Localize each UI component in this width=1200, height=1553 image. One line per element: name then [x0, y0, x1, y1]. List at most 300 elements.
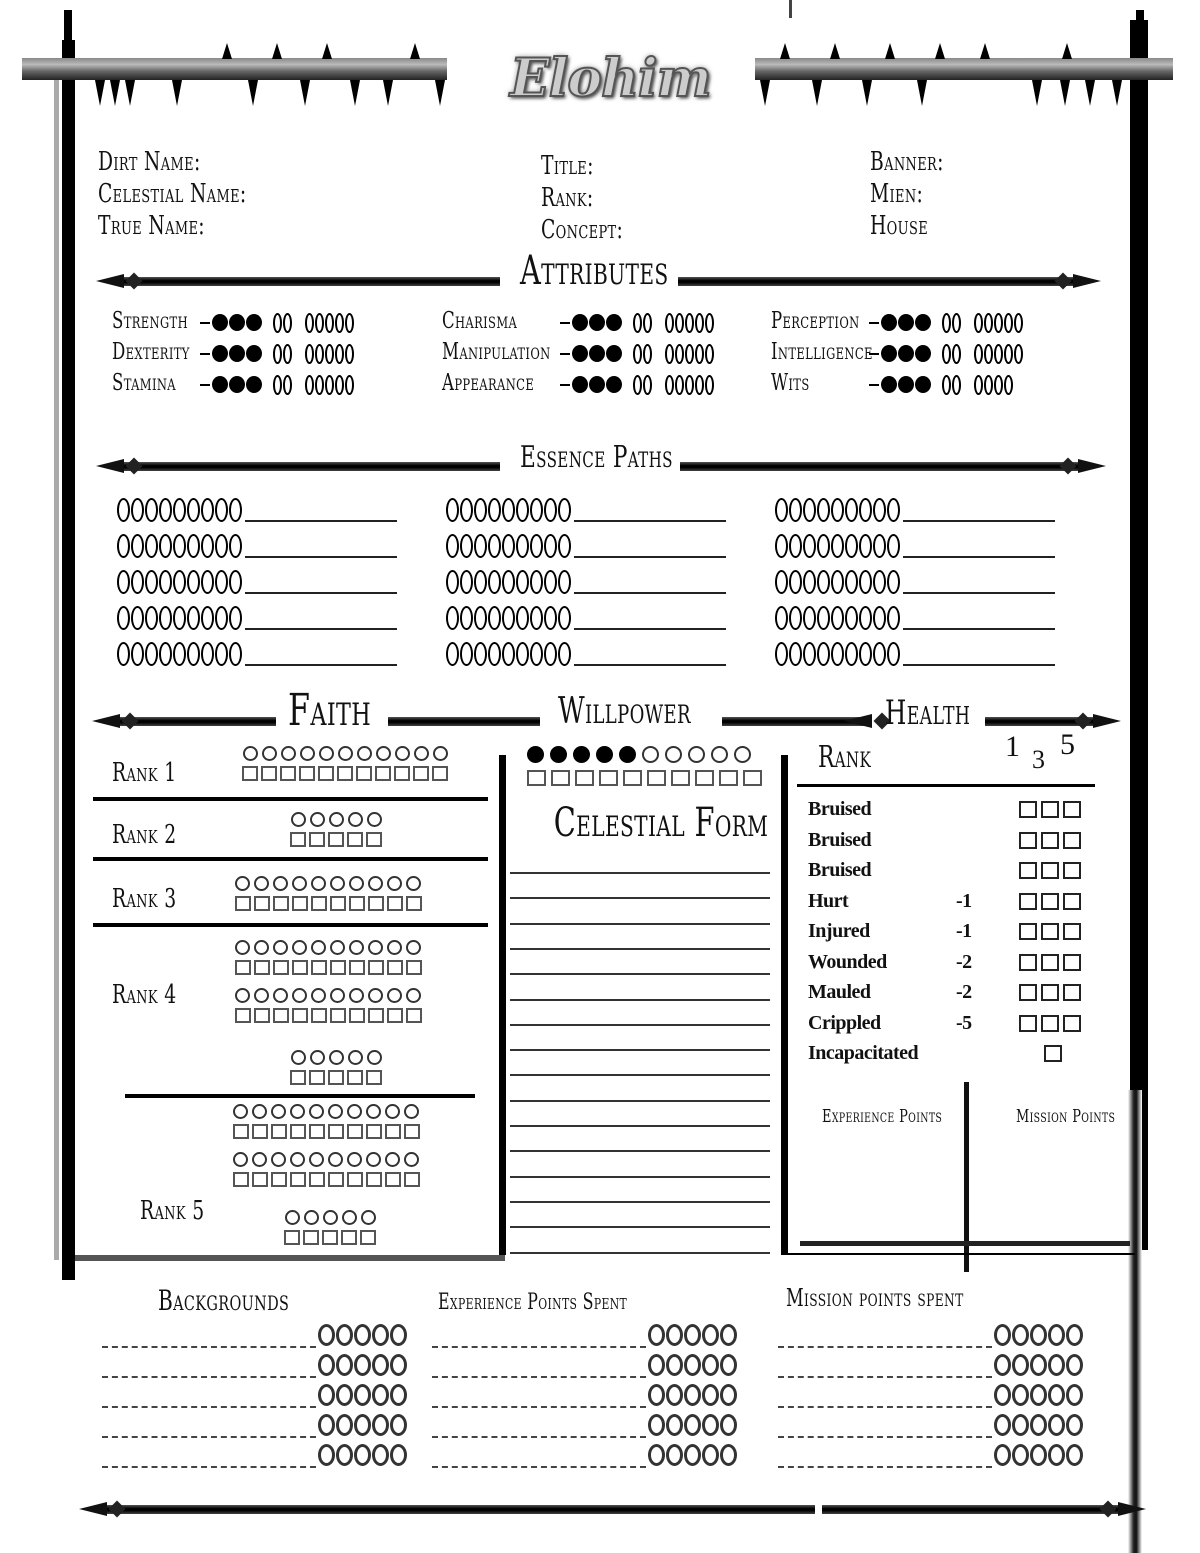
willpower-dot-empty-icon[interactable] [665, 746, 682, 763]
faith-box-icon[interactable] [347, 1172, 363, 1187]
header-field-input[interactable] [1020, 210, 1200, 242]
dot-empty-icon[interactable] [159, 606, 172, 630]
dot-empty-icon[interactable] [789, 606, 802, 630]
faith-dot-icon[interactable] [292, 940, 307, 955]
essence-dots[interactable] [775, 570, 901, 594]
dot-empty-icon[interactable] [544, 606, 557, 630]
dot-empty-icon[interactable] [675, 375, 684, 395]
dot-empty-icon[interactable] [705, 344, 714, 364]
faith-box-icon[interactable] [360, 1230, 376, 1245]
dot-empty-icon[interactable] [974, 375, 983, 395]
xp-spent-dots[interactable] [648, 1324, 738, 1346]
dot-empty-icon[interactable] [117, 534, 130, 558]
dot-empty-icon[interactable] [684, 1324, 701, 1346]
dot-empty-icon[interactable] [390, 1354, 407, 1376]
faith-box-icon[interactable] [318, 766, 334, 781]
dot-empty-icon[interactable] [643, 375, 652, 395]
faith-box-icon[interactable] [252, 1172, 268, 1187]
xp-spent-name-field[interactable] [432, 1382, 646, 1408]
dot-empty-icon[interactable] [720, 1324, 737, 1346]
dot-empty-icon[interactable] [446, 498, 459, 522]
faith-dot-icon[interactable] [395, 746, 410, 761]
dot-empty-icon[interactable] [666, 1444, 683, 1466]
faith-box-icon[interactable] [356, 766, 372, 781]
mission-spent-name-field[interactable] [778, 1382, 992, 1408]
attribute-dots[interactable] [200, 312, 355, 333]
faith-box-icon[interactable] [309, 832, 325, 847]
faith-dot-icon[interactable] [304, 1210, 319, 1225]
essence-path-name-field[interactable] [903, 606, 1055, 630]
faith-dot-icon[interactable] [342, 1210, 357, 1225]
faith-box-icon[interactable] [309, 1124, 325, 1139]
faith-box-icon[interactable] [406, 960, 422, 975]
faith-dot-icon[interactable] [387, 988, 402, 1003]
dot-empty-icon[interactable] [145, 534, 158, 558]
dot-empty-icon[interactable] [775, 642, 788, 666]
willpower-dot-empty-icon[interactable] [711, 746, 728, 763]
faith-box-icon[interactable] [290, 1070, 306, 1085]
dot-empty-icon[interactable] [789, 642, 802, 666]
dot-empty-icon[interactable] [994, 1354, 1011, 1376]
dot-empty-icon[interactable] [695, 313, 704, 333]
dot-empty-icon[interactable] [831, 642, 844, 666]
celestial-form-line[interactable] [510, 1074, 770, 1076]
dot-empty-icon[interactable] [817, 534, 830, 558]
dot-empty-icon[interactable] [1012, 1414, 1029, 1436]
dot-empty-icon[interactable] [952, 375, 961, 395]
faith-dot-icon[interactable] [414, 746, 429, 761]
dot-empty-icon[interactable] [187, 498, 200, 522]
willpower-dot-empty-icon[interactable] [642, 746, 659, 763]
background-name-field[interactable] [102, 1442, 316, 1468]
health-box-icon[interactable] [1063, 832, 1081, 849]
attribute-dots[interactable] [560, 312, 715, 333]
dot-empty-icon[interactable] [695, 375, 704, 395]
mission-field[interactable] [972, 1135, 1122, 1235]
health-box-icon[interactable] [1019, 801, 1037, 818]
dot-empty-icon[interactable] [648, 1414, 665, 1436]
celestial-form-line[interactable] [510, 973, 770, 975]
dot-empty-icon[interactable] [994, 375, 1003, 395]
faith-box-icon[interactable] [366, 1124, 382, 1139]
dot-empty-icon[interactable] [952, 313, 961, 333]
willpower-dot-filled-icon[interactable] [527, 746, 544, 763]
faith-dot-icon[interactable] [361, 1210, 376, 1225]
dot-empty-icon[interactable] [345, 313, 354, 333]
faith-box-icon[interactable] [292, 896, 308, 911]
dot-filled-icon[interactable] [881, 376, 897, 393]
header-field-input[interactable] [248, 178, 498, 210]
faith-box-icon[interactable] [290, 1172, 306, 1187]
dot-empty-icon[interactable] [873, 570, 886, 594]
faith-box-icon[interactable] [292, 1008, 308, 1023]
dot-empty-icon[interactable] [887, 642, 900, 666]
essence-path-name-field[interactable] [903, 498, 1055, 522]
dot-empty-icon[interactable] [1066, 1444, 1083, 1466]
dot-empty-icon[interactable] [502, 534, 515, 558]
dot-empty-icon[interactable] [845, 570, 858, 594]
dot-empty-icon[interactable] [273, 313, 282, 333]
faith-dot-icon[interactable] [330, 940, 345, 955]
dot-empty-icon[interactable] [845, 642, 858, 666]
dot-empty-icon[interactable] [318, 1414, 335, 1436]
dot-empty-icon[interactable] [159, 642, 172, 666]
essence-path-name-field[interactable] [574, 534, 726, 558]
dot-empty-icon[interactable] [1030, 1324, 1047, 1346]
essence-dots[interactable] [117, 534, 243, 558]
dot-empty-icon[interactable] [502, 498, 515, 522]
dot-empty-icon[interactable] [283, 344, 292, 364]
essence-path-name-field[interactable] [903, 642, 1055, 666]
dot-empty-icon[interactable] [173, 498, 186, 522]
faith-box-icon[interactable] [242, 766, 258, 781]
celestial-form-line[interactable] [510, 1252, 770, 1254]
dot-empty-icon[interactable] [702, 1384, 719, 1406]
dot-empty-icon[interactable] [187, 606, 200, 630]
dot-empty-icon[interactable] [994, 344, 1003, 364]
essence-dots[interactable] [775, 498, 901, 522]
dot-filled-icon[interactable] [246, 314, 262, 331]
dot-empty-icon[interactable] [558, 606, 571, 630]
dot-empty-icon[interactable] [201, 534, 214, 558]
dot-filled-icon[interactable] [606, 376, 622, 393]
xp-spent-name-field[interactable] [432, 1322, 646, 1348]
willpower-dot-empty-icon[interactable] [734, 746, 751, 763]
faith-dot-icon[interactable] [349, 876, 364, 891]
health-box-icon[interactable] [1019, 893, 1037, 910]
dot-empty-icon[interactable] [887, 534, 900, 558]
faith-box-icon[interactable] [347, 1070, 363, 1085]
dot-empty-icon[interactable] [705, 313, 714, 333]
dot-empty-icon[interactable] [488, 570, 501, 594]
mission-spent-name-field[interactable] [778, 1322, 992, 1348]
dot-empty-icon[interactable] [873, 642, 886, 666]
dot-empty-icon[interactable] [488, 606, 501, 630]
faith-box-icon[interactable] [261, 766, 277, 781]
faith-box-icon[interactable] [337, 766, 353, 781]
dot-empty-icon[interactable] [775, 570, 788, 594]
faith-dot-icon[interactable] [349, 940, 364, 955]
dot-empty-icon[interactable] [994, 1384, 1011, 1406]
faith-dot-icon[interactable] [290, 1104, 305, 1119]
faith-dot-icon[interactable] [254, 876, 269, 891]
dot-filled-icon[interactable] [915, 376, 931, 393]
mission-spent-name-field[interactable] [778, 1412, 992, 1438]
willpower-dot-filled-icon[interactable] [573, 746, 590, 763]
dot-empty-icon[interactable] [817, 498, 830, 522]
dot-empty-icon[interactable] [633, 313, 642, 333]
celestial-form-line[interactable] [510, 1176, 770, 1178]
dot-empty-icon[interactable] [530, 498, 543, 522]
header-field-input[interactable] [1020, 146, 1200, 178]
dot-empty-icon[interactable] [229, 570, 242, 594]
dot-empty-icon[interactable] [336, 1444, 353, 1466]
faith-dot-icon[interactable] [406, 940, 421, 955]
faith-dot-icon[interactable] [368, 876, 383, 891]
dot-empty-icon[interactable] [117, 498, 130, 522]
faith-dot-icon[interactable] [233, 1104, 248, 1119]
dot-empty-icon[interactable] [460, 642, 473, 666]
celestial-form-line[interactable] [510, 1150, 770, 1152]
faith-box-icon[interactable] [271, 1172, 287, 1187]
faith-dot-icon[interactable] [348, 1050, 363, 1065]
dot-empty-icon[interactable] [1012, 1444, 1029, 1466]
dot-filled-icon[interactable] [606, 314, 622, 331]
faith-box-icon[interactable] [233, 1124, 249, 1139]
essence-dots[interactable] [446, 498, 572, 522]
dot-empty-icon[interactable] [1030, 1354, 1047, 1376]
dot-filled-icon[interactable] [212, 376, 228, 393]
faith-dot-icon[interactable] [368, 988, 383, 1003]
dot-empty-icon[interactable] [984, 375, 993, 395]
dot-empty-icon[interactable] [173, 570, 186, 594]
faith-box-icon[interactable] [330, 896, 346, 911]
dot-empty-icon[interactable] [775, 534, 788, 558]
dot-empty-icon[interactable] [803, 606, 816, 630]
dot-filled-icon[interactable] [572, 376, 588, 393]
faith-dot-icon[interactable] [311, 988, 326, 1003]
dot-empty-icon[interactable] [1004, 375, 1013, 395]
faith-box-icon[interactable] [284, 1230, 300, 1245]
dot-empty-icon[interactable] [131, 570, 144, 594]
faith-dot-icon[interactable] [271, 1104, 286, 1119]
dot-empty-icon[interactable] [335, 313, 344, 333]
faith-dot-icon[interactable] [385, 1152, 400, 1167]
dot-empty-icon[interactable] [325, 344, 334, 364]
dot-empty-icon[interactable] [544, 534, 557, 558]
dot-empty-icon[interactable] [1066, 1414, 1083, 1436]
header-field-input[interactable] [248, 210, 498, 242]
dot-empty-icon[interactable] [666, 1384, 683, 1406]
dot-empty-icon[interactable] [446, 534, 459, 558]
dot-empty-icon[interactable] [117, 606, 130, 630]
dot-empty-icon[interactable] [273, 375, 282, 395]
faith-box-icon[interactable] [311, 1008, 327, 1023]
dot-empty-icon[interactable] [318, 1384, 335, 1406]
willpower-dot-filled-icon[interactable] [596, 746, 613, 763]
faith-box-icon[interactable] [366, 832, 382, 847]
willpower-box-icon[interactable] [671, 770, 690, 786]
attribute-dots[interactable] [869, 374, 1014, 395]
dot-empty-icon[interactable] [789, 570, 802, 594]
dot-empty-icon[interactable] [1066, 1324, 1083, 1346]
faith-dot-icon[interactable] [292, 876, 307, 891]
faith-dot-icon[interactable] [406, 988, 421, 1003]
dot-empty-icon[interactable] [1030, 1384, 1047, 1406]
faith-dot-icon[interactable] [376, 746, 391, 761]
dot-empty-icon[interactable] [1004, 313, 1013, 333]
faith-box-icon[interactable] [406, 1008, 422, 1023]
xp-field[interactable] [800, 1135, 960, 1235]
faith-box-icon[interactable] [254, 896, 270, 911]
faith-box-icon[interactable] [366, 1172, 382, 1187]
dot-empty-icon[interactable] [315, 375, 324, 395]
dot-empty-icon[interactable] [460, 570, 473, 594]
dot-empty-icon[interactable] [446, 642, 459, 666]
willpower-box-icon[interactable] [743, 770, 762, 786]
celestial-form-line[interactable] [510, 1024, 770, 1026]
willpower-box-icon[interactable] [623, 770, 642, 786]
faith-dot-icon[interactable] [273, 988, 288, 1003]
dot-empty-icon[interactable] [873, 534, 886, 558]
dot-empty-icon[interactable] [859, 642, 872, 666]
celestial-form-line[interactable] [510, 897, 770, 899]
dot-empty-icon[interactable] [845, 606, 858, 630]
essence-path-name-field[interactable] [903, 570, 1055, 594]
dot-empty-icon[interactable] [131, 642, 144, 666]
faith-box-icon[interactable] [404, 1124, 420, 1139]
faith-box-icon[interactable] [368, 1008, 384, 1023]
celestial-form-line[interactable] [510, 923, 770, 925]
dot-filled-icon[interactable] [915, 314, 931, 331]
health-box-icon[interactable] [1063, 801, 1081, 818]
essence-dots[interactable] [775, 642, 901, 666]
dot-empty-icon[interactable] [372, 1324, 389, 1346]
dot-empty-icon[interactable] [994, 1444, 1011, 1466]
dot-empty-icon[interactable] [695, 344, 704, 364]
dot-empty-icon[interactable] [530, 534, 543, 558]
dot-empty-icon[interactable] [145, 606, 158, 630]
dot-empty-icon[interactable] [974, 344, 983, 364]
health-box-icon[interactable] [1063, 862, 1081, 879]
faith-box-icon[interactable] [309, 1172, 325, 1187]
faith-dot-icon[interactable] [328, 1104, 343, 1119]
xp-spent-dots[interactable] [648, 1414, 738, 1436]
faith-box-icon[interactable] [347, 1124, 363, 1139]
health-box-icon[interactable] [1044, 1045, 1062, 1062]
dot-empty-icon[interactable] [145, 570, 158, 594]
faith-dot-icon[interactable] [404, 1104, 419, 1119]
dot-empty-icon[interactable] [803, 642, 816, 666]
faith-dot-icon[interactable] [323, 1210, 338, 1225]
dot-empty-icon[interactable] [887, 498, 900, 522]
dot-empty-icon[interactable] [942, 344, 951, 364]
dot-empty-icon[interactable] [817, 642, 830, 666]
dot-empty-icon[interactable] [460, 606, 473, 630]
attribute-dots[interactable] [560, 374, 715, 395]
faith-dot-icon[interactable] [309, 1152, 324, 1167]
willpower-box-icon[interactable] [527, 770, 546, 786]
dot-empty-icon[interactable] [702, 1414, 719, 1436]
dot-empty-icon[interactable] [817, 570, 830, 594]
faith-box-icon[interactable] [404, 1172, 420, 1187]
dot-empty-icon[interactable] [1048, 1444, 1065, 1466]
dot-empty-icon[interactable] [994, 313, 1003, 333]
dot-empty-icon[interactable] [1048, 1354, 1065, 1376]
faith-box-icon[interactable] [328, 1172, 344, 1187]
faith-dot-icon[interactable] [349, 988, 364, 1003]
faith-dot-icon[interactable] [311, 940, 326, 955]
dot-empty-icon[interactable] [633, 344, 642, 364]
dot-filled-icon[interactable] [898, 314, 914, 331]
faith-box-icon[interactable] [290, 1124, 306, 1139]
faith-box-icon[interactable] [299, 766, 315, 781]
willpower-box-icon[interactable] [719, 770, 738, 786]
faith-dot-icon[interactable] [235, 988, 250, 1003]
dot-empty-icon[interactable] [325, 313, 334, 333]
dot-empty-icon[interactable] [859, 498, 872, 522]
dot-empty-icon[interactable] [145, 642, 158, 666]
faith-dot-icon[interactable] [290, 1152, 305, 1167]
essence-path-name-field[interactable] [574, 642, 726, 666]
dot-empty-icon[interactable] [994, 1324, 1011, 1346]
dot-empty-icon[interactable] [873, 498, 886, 522]
dot-empty-icon[interactable] [516, 606, 529, 630]
essence-dots[interactable] [117, 642, 243, 666]
celestial-form-line[interactable] [510, 1201, 770, 1203]
dot-empty-icon[interactable] [516, 642, 529, 666]
xp-spent-dots[interactable] [648, 1354, 738, 1376]
mission-spent-dots[interactable] [994, 1324, 1084, 1346]
willpower-box-icon[interactable] [551, 770, 570, 786]
dot-empty-icon[interactable] [187, 570, 200, 594]
dot-empty-icon[interactable] [887, 606, 900, 630]
faith-box-icon[interactable] [349, 1008, 365, 1023]
dot-empty-icon[interactable] [831, 606, 844, 630]
dot-empty-icon[interactable] [372, 1384, 389, 1406]
willpower-box-icon[interactable] [599, 770, 618, 786]
faith-dot-icon[interactable] [406, 876, 421, 891]
health-box-icon[interactable] [1041, 832, 1059, 849]
dot-filled-icon[interactable] [212, 314, 228, 331]
dot-empty-icon[interactable] [685, 313, 694, 333]
dot-empty-icon[interactable] [1066, 1354, 1083, 1376]
faith-box-icon[interactable] [254, 1008, 270, 1023]
dot-empty-icon[interactable] [974, 313, 983, 333]
faith-dot-icon[interactable] [330, 876, 345, 891]
dot-empty-icon[interactable] [516, 534, 529, 558]
dot-empty-icon[interactable] [315, 313, 324, 333]
dot-empty-icon[interactable] [474, 642, 487, 666]
faith-box-icon[interactable] [328, 1070, 344, 1085]
dot-empty-icon[interactable] [187, 642, 200, 666]
faith-dot-icon[interactable] [368, 940, 383, 955]
faith-box-icon[interactable] [322, 1230, 338, 1245]
celestial-form-line[interactable] [510, 1125, 770, 1127]
dot-empty-icon[interactable] [372, 1444, 389, 1466]
faith-dot-icon[interactable] [252, 1104, 267, 1119]
dot-empty-icon[interactable] [390, 1414, 407, 1436]
dot-empty-icon[interactable] [720, 1384, 737, 1406]
dot-empty-icon[interactable] [1012, 1324, 1029, 1346]
dot-empty-icon[interactable] [831, 534, 844, 558]
willpower-box-icon[interactable] [575, 770, 594, 786]
faith-box-icon[interactable] [309, 1070, 325, 1085]
faith-dot-icon[interactable] [311, 876, 326, 891]
background-dots[interactable] [318, 1444, 408, 1466]
dot-empty-icon[interactable] [1014, 313, 1023, 333]
dot-empty-icon[interactable] [544, 570, 557, 594]
dot-empty-icon[interactable] [173, 534, 186, 558]
essence-path-name-field[interactable] [574, 606, 726, 630]
dot-empty-icon[interactable] [1066, 1384, 1083, 1406]
dot-empty-icon[interactable] [775, 498, 788, 522]
dot-empty-icon[interactable] [685, 375, 694, 395]
faith-box-icon[interactable] [432, 766, 448, 781]
dot-empty-icon[interactable] [817, 606, 830, 630]
dot-empty-icon[interactable] [131, 606, 144, 630]
health-box-icon[interactable] [1063, 923, 1081, 940]
faith-box-icon[interactable] [330, 960, 346, 975]
faith-dot-icon[interactable] [433, 746, 448, 761]
dot-empty-icon[interactable] [720, 1354, 737, 1376]
dot-empty-icon[interactable] [201, 498, 214, 522]
dot-empty-icon[interactable] [335, 375, 344, 395]
dot-empty-icon[interactable] [474, 606, 487, 630]
dot-empty-icon[interactable] [803, 570, 816, 594]
faith-dot-icon[interactable] [292, 988, 307, 1003]
essence-dots[interactable] [775, 534, 901, 558]
